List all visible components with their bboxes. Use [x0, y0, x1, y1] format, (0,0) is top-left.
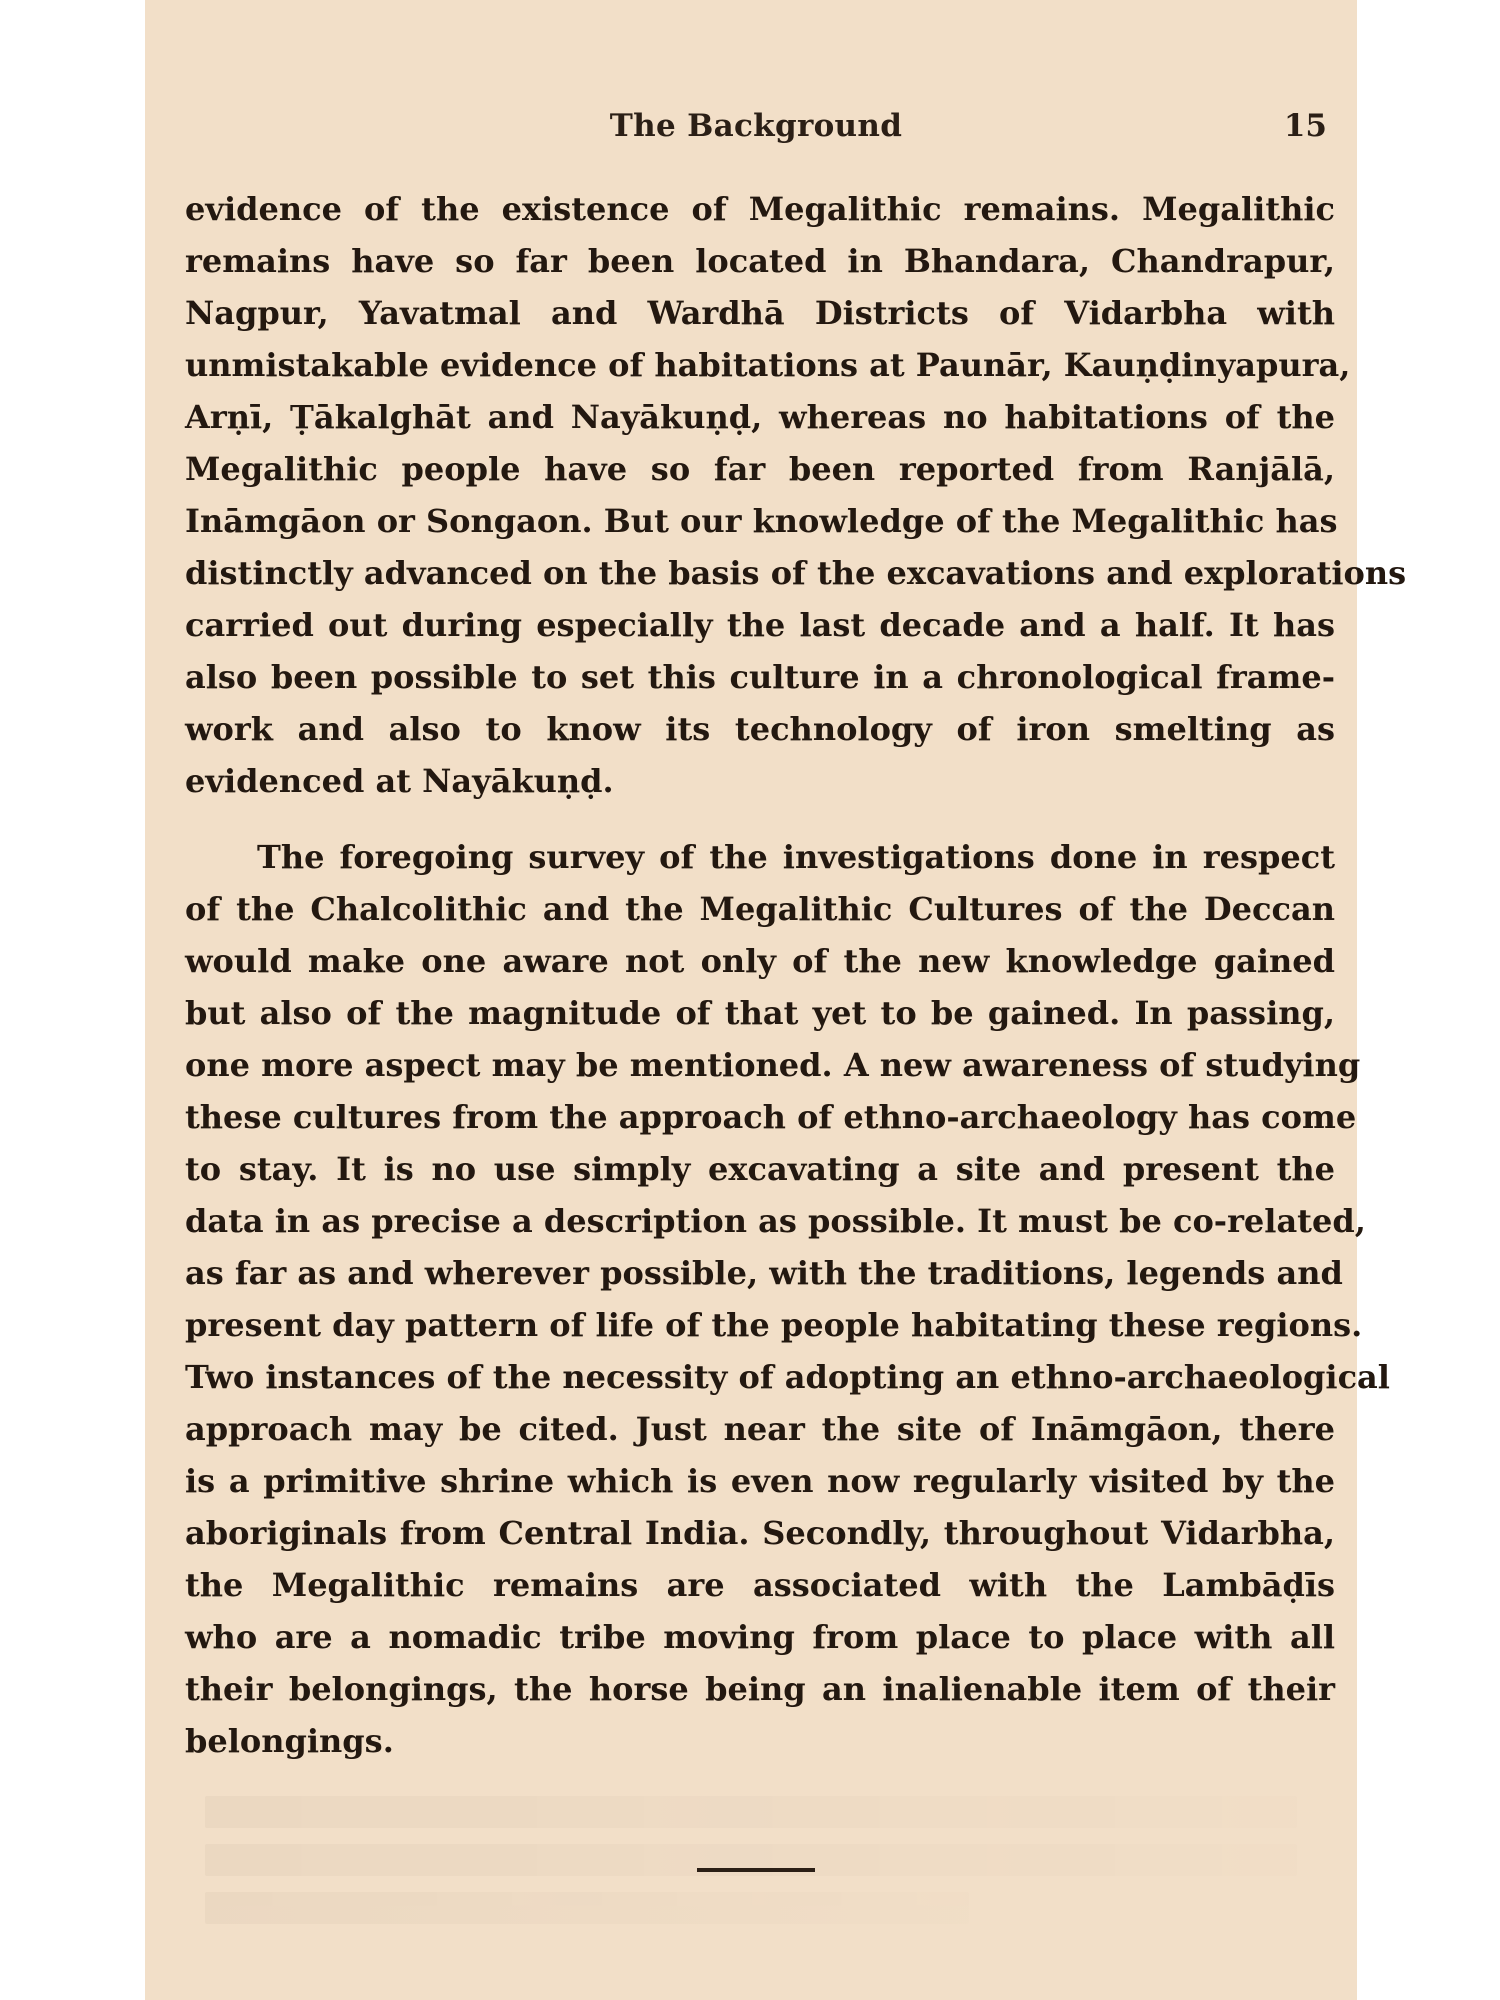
text-line: distinctly advanced on the basis of the excavations and explorations: [185, 554, 1407, 592]
body-text: [185, 183, 1407, 1767]
text-line: The foregoing survey of the investigations done in respect: [257, 838, 1335, 876]
section-divider: [697, 1868, 815, 1872]
text-line: carried out during especially the last decade and a half. It has: [185, 606, 1335, 644]
text-line: also been possible to set this culture in a chronological frame-: [185, 658, 1335, 696]
text-line: Arṇī, Ṭākalghāt and Nayākuṇḍ, whereas no habitations of the: [185, 398, 1335, 436]
page-number: 15: [1283, 108, 1327, 144]
text-line: data in as precise a description as possible. It must be co-related,: [185, 1202, 1366, 1240]
text-line: of the Chalcolithic and the Megalithic Cultures of the Deccan: [185, 890, 1335, 928]
text-line: Ināmgāon or Songaon. But our knowledge of the Megalithic has: [185, 502, 1338, 540]
running-header: [185, 108, 1327, 152]
text-line: evidence of the existence of Megalithic remains. Megalithic: [185, 190, 1335, 228]
text-line: work and also to know its technology of iron smelting as: [185, 710, 1335, 748]
text-line: belongings.: [185, 1722, 394, 1760]
text-line: would make one aware not only of the new knowledge gained: [185, 942, 1335, 980]
text-line: who are a nomadic tribe moving from place to place with all: [185, 1618, 1335, 1656]
text-line: evidenced at Nayākuṇḍ.: [185, 762, 614, 800]
text-line: Two instances of the necessity of adopting an ethno-archaeological: [185, 1358, 1390, 1396]
text-line: unmistakable evidence of habitations at Paunār, Kauṇḍinyapura,: [185, 346, 1351, 384]
text-line: remains have so far been located in Bhandara, Chandrapur,: [185, 242, 1335, 280]
text-line: one more aspect may be mentioned. A new awareness of studying: [185, 1046, 1361, 1084]
running-title: The Background: [609, 108, 903, 144]
text-line: present day pattern of life of the people habitating these regions.: [185, 1306, 1363, 1344]
text-line: the Megalithic remains are associated with the Lambāḍīs: [185, 1566, 1335, 1604]
text-line: Megalithic people have so far been reported from Ranjālā,: [185, 450, 1335, 488]
show-through-text: [145, 1780, 1357, 2000]
text-line: is a primitive shrine which is even now regularly visited by the: [185, 1462, 1335, 1500]
text-line: Nagpur, Yavatmal and Wardhā Districts of Vidarbha with: [185, 294, 1335, 332]
text-line: but also of the magnitude of that yet to be gained. In passing,: [185, 994, 1335, 1032]
text-line: approach may be cited. Just near the site of Ināmgāon, there: [185, 1410, 1335, 1448]
text-line: their belongings, the horse being an inalienable item of their: [185, 1670, 1335, 1708]
text-line: to stay. It is no use simply excavating a site and present the: [185, 1150, 1335, 1188]
book-page: [145, 0, 1407, 2000]
paragraph-1: [185, 183, 1407, 807]
text-line: aboriginals from Central India. Secondly, throughout Vidarbha,: [185, 1514, 1335, 1552]
text-line: these cultures from the approach of ethno-archaeology has come: [185, 1098, 1357, 1136]
paragraph-2: [185, 831, 1390, 1767]
text-line: as far as and wherever possible, with the traditions, legends and: [185, 1254, 1343, 1292]
